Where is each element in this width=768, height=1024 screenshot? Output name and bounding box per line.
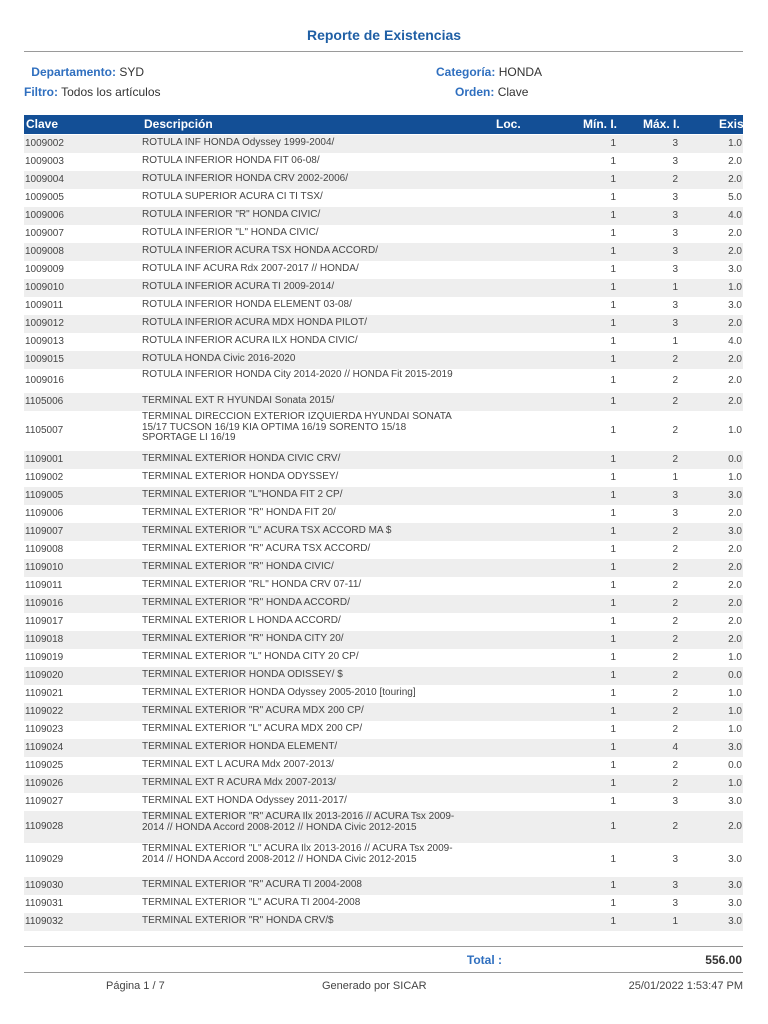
clave-cell: 1009011 <box>25 300 64 311</box>
clave-cell: 1109029 <box>25 854 64 865</box>
table-row <box>24 207 743 225</box>
clave-cell: 1109016 <box>25 598 64 609</box>
clave-cell: 1109011 <box>25 580 63 591</box>
max-cell: 1 <box>672 472 678 483</box>
exis-cell: 2.0 <box>728 156 742 167</box>
max-cell: 3 <box>672 246 678 257</box>
exis-cell: 3.0 <box>728 490 742 501</box>
description-cell: ROTULA INFERIOR "R" HONDA CIVIC/ <box>142 209 321 220</box>
clave-cell: 1109028 <box>25 821 64 832</box>
max-cell: 2 <box>672 778 678 789</box>
exis-cell: 0.0 <box>728 454 742 465</box>
department-filter <box>24 65 144 79</box>
min-cell: 1 <box>610 706 616 717</box>
order-label: Orden: <box>455 85 495 99</box>
col-loc-header: Loc. <box>496 117 521 131</box>
max-cell: 2 <box>672 616 678 627</box>
description-cell: TERMINAL EXTERIOR "R" HONDA FIT 20/ <box>142 507 336 518</box>
inventory-table-body <box>24 135 743 931</box>
min-cell: 1 <box>610 742 616 753</box>
table-row <box>24 559 743 577</box>
description-cell: TERMINAL EXT R HYUNDAI Sonata 2015/ <box>142 395 335 406</box>
exis-cell: 3.0 <box>728 880 742 891</box>
exis-cell: 1.0 <box>728 425 742 436</box>
description-cell: ROTULA INFERIOR HONDA CRV 2002-2006/ <box>142 173 348 184</box>
max-cell: 2 <box>672 454 678 465</box>
description-cell: ROTULA INFERIOR "L" HONDA CIVIC/ <box>142 227 319 238</box>
exis-cell: 1.0 <box>728 652 742 663</box>
clave-cell: 1109030 <box>25 880 64 891</box>
clave-cell: 1109020 <box>25 670 64 681</box>
max-cell: 2 <box>672 526 678 537</box>
exis-cell: 3.0 <box>728 526 742 537</box>
description-cell: ROTULA INF ACURA Rdx 2007-2017 // HONDA/ <box>142 263 359 274</box>
clave-cell: 1009010 <box>25 282 64 293</box>
description-cell: TERMINAL EXTERIOR "L"HONDA FIT 2 CP/ <box>142 489 343 500</box>
clave-cell: 1009006 <box>25 210 64 221</box>
clave-cell: 1009007 <box>25 228 64 239</box>
exis-cell: 1.0 <box>728 282 742 293</box>
clave-cell: 1009013 <box>25 336 64 347</box>
exis-cell: 2.0 <box>728 396 742 407</box>
table-row <box>24 595 743 613</box>
min-cell: 1 <box>610 336 616 347</box>
max-cell: 2 <box>672 598 678 609</box>
min-cell: 1 <box>610 454 616 465</box>
min-cell: 1 <box>610 880 616 891</box>
min-cell: 1 <box>610 821 616 832</box>
min-cell: 1 <box>610 192 616 203</box>
description-cell: TERMINAL EXTERIOR "R" ACURA Ilx 2013-2016 // ACURA Tsx 2009-2014 // HONDA Accord 2008-2012 // HONDA Civic 2012-2015 <box>142 811 455 833</box>
clave-cell: 1109031 <box>25 898 64 909</box>
exis-cell: 2.0 <box>728 174 742 185</box>
exis-cell: 2.0 <box>728 580 742 591</box>
max-cell: 2 <box>672 375 678 386</box>
exis-cell: 0.0 <box>728 670 742 681</box>
clave-cell: 1009008 <box>25 246 64 257</box>
description-cell: ROTULA INFERIOR ACURA MDX HONDA PILOT/ <box>142 317 368 328</box>
title-divider <box>24 51 743 52</box>
max-cell: 3 <box>672 300 678 311</box>
description-cell: TERMINAL EXTERIOR "R" HONDA CIVIC/ <box>142 561 334 572</box>
max-cell: 3 <box>672 264 678 275</box>
max-cell: 2 <box>672 688 678 699</box>
exis-cell: 1.0 <box>728 472 742 483</box>
col-descripcion-header: Descripción <box>144 117 213 131</box>
clave-cell: 1109018 <box>25 634 64 645</box>
min-cell: 1 <box>610 282 616 293</box>
table-row <box>24 757 743 775</box>
max-cell: 2 <box>672 706 678 717</box>
max-cell: 2 <box>672 174 678 185</box>
description-cell: ROTULA INF HONDA Odyssey 1999-2004/ <box>142 137 335 148</box>
exis-cell: 2.0 <box>728 246 742 257</box>
clave-cell: 1109019 <box>25 652 64 663</box>
max-cell: 1 <box>672 336 678 347</box>
description-cell: TERMINAL EXTERIOR "R" ACURA MDX 200 CP/ <box>142 705 364 716</box>
description-cell: TERMINAL EXTERIOR HONDA ELEMENT/ <box>142 741 338 752</box>
min-cell: 1 <box>610 796 616 807</box>
table-row <box>24 225 743 243</box>
table-row <box>24 775 743 793</box>
clave-cell: 1109026 <box>25 778 64 789</box>
max-cell: 2 <box>672 760 678 771</box>
table-row <box>24 297 743 315</box>
min-cell: 1 <box>610 375 616 386</box>
description-cell: ROTULA HONDA Civic 2016-2020 <box>142 353 296 364</box>
min-cell: 1 <box>610 228 616 239</box>
min-cell: 1 <box>610 724 616 735</box>
description-cell: TERMINAL EXTERIOR "R" HONDA ACCORD/ <box>142 597 350 608</box>
table-row <box>24 739 743 757</box>
table-row <box>24 411 743 451</box>
clave-cell: 1109010 <box>25 562 64 573</box>
max-cell: 3 <box>672 210 678 221</box>
exis-cell: 3.0 <box>728 854 742 865</box>
clave-cell: 1009012 <box>25 318 64 329</box>
table-row <box>24 451 743 469</box>
description-cell: TERMINAL EXTERIOR "L" HONDA CITY 20 CP/ <box>142 651 359 662</box>
max-cell: 2 <box>672 634 678 645</box>
clave-cell: 1109023 <box>25 724 64 735</box>
table-row <box>24 577 743 595</box>
order-filter <box>455 85 528 99</box>
table-row <box>24 703 743 721</box>
min-cell: 1 <box>610 652 616 663</box>
exis-cell: 1.0 <box>728 778 742 789</box>
exis-cell: 3.0 <box>728 796 742 807</box>
clave-cell: 1009015 <box>25 354 64 365</box>
clave-cell: 1109017 <box>25 616 64 627</box>
clave-cell: 1109002 <box>25 472 64 483</box>
min-cell: 1 <box>610 598 616 609</box>
max-cell: 3 <box>672 156 678 167</box>
department-value: SYD <box>119 65 144 79</box>
clave-cell: 1109027 <box>25 796 64 807</box>
min-cell: 1 <box>610 854 616 865</box>
max-cell: 3 <box>672 796 678 807</box>
exis-cell: 2.0 <box>728 616 742 627</box>
category-filter <box>436 65 542 79</box>
min-cell: 1 <box>610 210 616 221</box>
description-cell: TERMINAL EXTERIOR "L" ACURA TSX ACCORD MA $ <box>142 525 392 536</box>
description-cell: TERMINAL EXTERIOR "R" HONDA CRV/$ <box>142 915 334 926</box>
table-row <box>24 685 743 703</box>
department-label: Departamento: <box>31 65 116 79</box>
report-title: Reporte de Existencias <box>306 27 462 43</box>
description-cell: ROTULA INFERIOR HONDA City 2014-2020 // HONDA Fit 2015-2019 <box>142 369 453 380</box>
description-cell: ROTULA SUPERIOR ACURA CI TI TSX/ <box>142 191 323 202</box>
exis-cell: 2.0 <box>728 228 742 239</box>
min-cell: 1 <box>610 562 616 573</box>
min-cell: 1 <box>610 174 616 185</box>
description-cell: TERMINAL EXTERIOR HONDA ODYSSEY/ <box>142 471 339 482</box>
total-divider-top <box>24 946 743 947</box>
min-cell: 1 <box>610 526 616 537</box>
exis-cell: 2.0 <box>728 544 742 555</box>
exis-cell: 2.0 <box>728 634 742 645</box>
exis-cell: 0.0 <box>728 760 742 771</box>
table-row <box>24 523 743 541</box>
description-cell: TERMINAL EXT HONDA Odyssey 2011-2017/ <box>142 795 347 806</box>
table-row <box>24 333 743 351</box>
total-label: Total : <box>466 953 502 967</box>
clave-cell: 1105007 <box>25 425 64 436</box>
max-cell: 3 <box>672 880 678 891</box>
table-row <box>24 153 743 171</box>
max-cell: 2 <box>672 670 678 681</box>
exis-cell: 2.0 <box>728 821 742 832</box>
max-cell: 3 <box>672 490 678 501</box>
order-value: Clave <box>497 85 529 99</box>
description-cell: ROTULA INFERIOR HONDA FIT 06-08/ <box>142 155 320 166</box>
clave-cell: 1109025 <box>25 760 64 771</box>
exis-cell: 1.0 <box>728 688 742 699</box>
exis-cell: 3.0 <box>728 300 742 311</box>
filter-value: Todos los artículos <box>61 85 161 99</box>
max-cell: 3 <box>672 228 678 239</box>
min-cell: 1 <box>610 396 616 407</box>
min-cell: 1 <box>610 916 616 927</box>
min-cell: 1 <box>610 472 616 483</box>
generated-by: Generado por SICAR <box>322 980 427 992</box>
clave-cell: 1009002 <box>25 138 64 149</box>
max-cell: 2 <box>672 396 678 407</box>
clave-cell: 1109007 <box>25 526 64 537</box>
exis-cell: 3.0 <box>728 898 742 909</box>
table-row <box>24 351 743 369</box>
table-row <box>24 261 743 279</box>
table-row <box>24 505 743 523</box>
description-cell: ROTULA INFERIOR ACURA TSX HONDA ACCORD/ <box>142 245 378 256</box>
table-row <box>24 189 743 207</box>
table-row <box>24 843 743 877</box>
max-cell: 2 <box>672 580 678 591</box>
filter-label: Filtro: <box>24 85 58 99</box>
min-cell: 1 <box>610 760 616 771</box>
max-cell: 3 <box>672 508 678 519</box>
min-cell: 1 <box>610 778 616 789</box>
generated-timestamp: 25/01/2022 1:53:47 PM <box>628 980 743 992</box>
table-row <box>24 793 743 811</box>
clave-cell: 1109001 <box>25 454 64 465</box>
col-clave-header: Clave <box>26 117 59 131</box>
exis-cell: 2.0 <box>728 354 742 365</box>
clave-cell: 1109032 <box>25 916 64 927</box>
table-row <box>24 393 743 411</box>
exis-cell: 2.0 <box>728 598 742 609</box>
table-row <box>24 469 743 487</box>
min-cell: 1 <box>610 138 616 149</box>
description-cell: TERMINAL EXTERIOR "R" ACURA TI 2004-2008 <box>142 879 362 890</box>
exis-cell: 4.0 <box>728 210 742 221</box>
table-row <box>24 721 743 739</box>
max-cell: 1 <box>672 282 678 293</box>
clave-cell: 1109024 <box>25 742 64 753</box>
exis-cell: 2.0 <box>728 562 742 573</box>
max-cell: 2 <box>672 354 678 365</box>
min-cell: 1 <box>610 318 616 329</box>
description-cell: TERMINAL EXT R ACURA Mdx 2007-2013/ <box>142 777 336 788</box>
table-row <box>24 895 743 913</box>
max-cell: 4 <box>672 742 678 753</box>
table-row <box>24 135 743 153</box>
description-cell: TERMINAL EXTERIOR "R" ACURA TSX ACCORD/ <box>142 543 371 554</box>
min-cell: 1 <box>610 508 616 519</box>
min-cell: 1 <box>610 688 616 699</box>
max-cell: 3 <box>672 854 678 865</box>
min-cell: 1 <box>610 634 616 645</box>
table-row <box>24 811 743 843</box>
exis-cell: 5.0 <box>728 192 742 203</box>
exis-cell: 2.0 <box>728 318 742 329</box>
min-cell: 1 <box>610 544 616 555</box>
min-cell: 1 <box>610 490 616 501</box>
min-cell: 1 <box>610 156 616 167</box>
description-cell: ROTULA INFERIOR ACURA ILX HONDA CIVIC/ <box>142 335 358 346</box>
max-cell: 3 <box>672 318 678 329</box>
min-cell: 1 <box>610 580 616 591</box>
max-cell: 1 <box>672 916 678 927</box>
exis-cell: 3.0 <box>728 264 742 275</box>
max-cell: 3 <box>672 192 678 203</box>
min-cell: 1 <box>610 670 616 681</box>
min-cell: 1 <box>610 425 616 436</box>
col-max-header: Máx. I. <box>643 117 680 131</box>
min-cell: 1 <box>610 616 616 627</box>
table-row <box>24 667 743 685</box>
clave-cell: 1109005 <box>25 490 64 501</box>
max-cell: 2 <box>672 425 678 436</box>
exis-cell: 2.0 <box>728 375 742 386</box>
table-row <box>24 913 743 931</box>
exis-cell: 3.0 <box>728 742 742 753</box>
clave-cell: 1009016 <box>25 375 64 386</box>
table-row <box>24 171 743 189</box>
description-cell: TERMINAL EXTERIOR "L" ACURA Ilx 2013-2016 // ACURA Tsx 2009-2014 // HONDA Accord 2008-2012 // HONDA Civic 2012-2015 <box>142 843 453 865</box>
clave-cell: 1109008 <box>25 544 64 555</box>
category-label: Categoría: <box>436 65 496 79</box>
min-cell: 1 <box>610 246 616 257</box>
exis-cell: 1.0 <box>728 706 742 717</box>
table-row <box>24 877 743 895</box>
col-min-header: Mín. I. <box>583 117 617 131</box>
total-value: 556.00 <box>705 953 742 967</box>
table-row <box>24 369 743 393</box>
page-number: Página 1 / 7 <box>106 980 165 992</box>
max-cell: 2 <box>672 562 678 573</box>
clave-cell: 1009009 <box>25 264 64 275</box>
clave-cell: 1009004 <box>25 174 64 185</box>
table-row <box>24 279 743 297</box>
table-header <box>24 115 743 134</box>
exis-cell: 1.0 <box>728 138 742 149</box>
exis-cell: 1.0 <box>728 724 742 735</box>
category-value: HONDA <box>498 65 543 79</box>
description-cell: TERMINAL EXTERIOR "RL" HONDA CRV 07-11/ <box>142 579 362 590</box>
description-cell: TERMINAL EXT L ACURA Mdx 2007-2013/ <box>142 759 334 770</box>
description-cell: TERMINAL EXTERIOR "L" ACURA MDX 200 CP/ <box>142 723 363 734</box>
max-cell: 2 <box>672 544 678 555</box>
max-cell: 2 <box>672 724 678 735</box>
table-row <box>24 487 743 505</box>
description-cell: TERMINAL EXTERIOR L HONDA ACCORD/ <box>142 615 341 626</box>
col-exis-header: Exis <box>719 117 744 131</box>
exis-cell: 3.0 <box>728 916 742 927</box>
max-cell: 3 <box>672 138 678 149</box>
exis-cell: 4.0 <box>728 336 742 347</box>
description-cell: TERMINAL DIRECCION EXTERIOR IZQUIERDA HYUNDAI SONATA 15/17 TUCSON 16/19 KIA OPTIMA 16/19 SORENTO 15/18 SPORTAGE LI 16/19 <box>142 411 452 443</box>
clave-cell: 1009005 <box>25 192 64 203</box>
max-cell: 2 <box>672 821 678 832</box>
description-cell: TERMINAL EXTERIOR HONDA ODISSEY/ $ <box>142 669 343 680</box>
description-cell: TERMINAL EXTERIOR HONDA Odyssey 2005-2010 [touring] <box>142 687 416 698</box>
min-cell: 1 <box>610 300 616 311</box>
total-divider-bottom <box>24 972 743 973</box>
table-row <box>24 243 743 261</box>
table-row <box>24 649 743 667</box>
clave-cell: 1105006 <box>25 396 64 407</box>
max-cell: 3 <box>672 898 678 909</box>
min-cell: 1 <box>610 898 616 909</box>
min-cell: 1 <box>610 264 616 275</box>
clave-cell: 1109021 <box>25 688 64 699</box>
table-row <box>24 541 743 559</box>
clave-cell: 1109022 <box>25 706 64 717</box>
filter-row <box>24 85 161 99</box>
min-cell: 1 <box>610 354 616 365</box>
exis-cell: 2.0 <box>728 508 742 519</box>
description-cell: TERMINAL EXTERIOR "L" ACURA TI 2004-2008 <box>142 897 361 908</box>
table-row <box>24 315 743 333</box>
description-cell: TERMINAL EXTERIOR HONDA CIVIC CRV/ <box>142 453 341 464</box>
clave-cell: 1009003 <box>25 156 64 167</box>
description-cell: TERMINAL EXTERIOR "R" HONDA CITY 20/ <box>142 633 344 644</box>
table-row <box>24 613 743 631</box>
max-cell: 2 <box>672 652 678 663</box>
description-cell: ROTULA INFERIOR ACURA TI 2009-2014/ <box>142 281 335 292</box>
description-cell: ROTULA INFERIOR HONDA ELEMENT 03-08/ <box>142 299 352 310</box>
table-row <box>24 631 743 649</box>
clave-cell: 1109006 <box>25 508 64 519</box>
